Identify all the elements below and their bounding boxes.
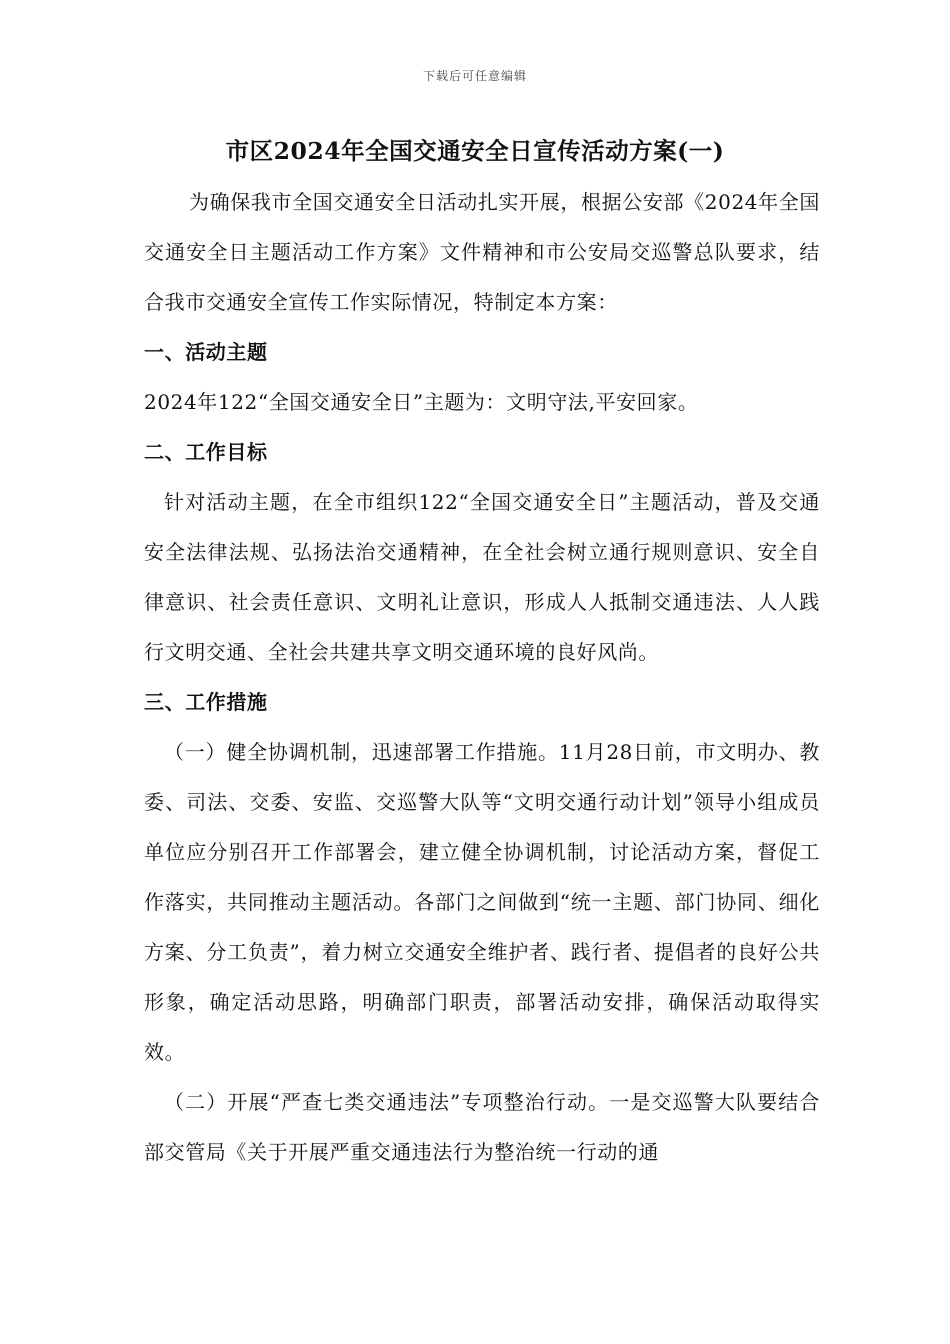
measure-paragraph-2: （二）开展“严查七类交通违法”专项整治行动。一是交巡警大队要结合部交管局《关于开展严重交通违法行为整治统一行动的通 xyxy=(144,1090,820,1164)
section-heading-measures: 三、工作措施 xyxy=(144,690,268,714)
measure-paragraph-1: （一）健全协调机制，迅速部署工作措施。11月28日前，市文明办、教委、司法、交委、安监、交巡警大队等“文明交通行动计划”领导小组成员单位应分别召开工作部署会，建立健全协调机制，讨论活动方案，督促工作落实，共同推动主题活动。各部门之间做到“统一主题、部门协同、细化方案、分工负责”，着力树立交通安全维护者、践行者、提倡者的良好公共形象，确定活动思路，明确部门职责，部署活动安排，确保活动取得实效。 xyxy=(144,740,820,1064)
header-note: 下载后可任意编辑 xyxy=(422,69,527,83)
document-title: 市区2024年全国交通安全日宣传活动方案(一) xyxy=(225,137,725,165)
theme-paragraph: 2024年122“全国交通安全日”主题为：文明守法,平安回家。 xyxy=(144,390,699,414)
section-heading-theme: 一、活动主题 xyxy=(144,340,268,364)
document-body xyxy=(144,177,820,1177)
goal-paragraph: 针对活动主题，在全市组织122“全国交通安全日”主题活动，普及交通安全法律法规、弘扬法治交通精神，在全社会树立通行规则意识、安全自律意识、社会责任意识、文明礼让意识，形成人人抵制交通违法、人人践行文明交通、全社会共建共享文明交通环境的良好风尚。 xyxy=(144,490,820,664)
intro-paragraph: 为确保我市全国交通安全日活动扎实开展，根据公安部《2024年全国交通安全日主题活动工作方案》文件精神和市公安局交巡警总队要求，结合我市交通安全宣传工作实际情况，特制定本方案： xyxy=(144,190,820,314)
section-heading-goal: 二、工作目标 xyxy=(144,440,268,464)
